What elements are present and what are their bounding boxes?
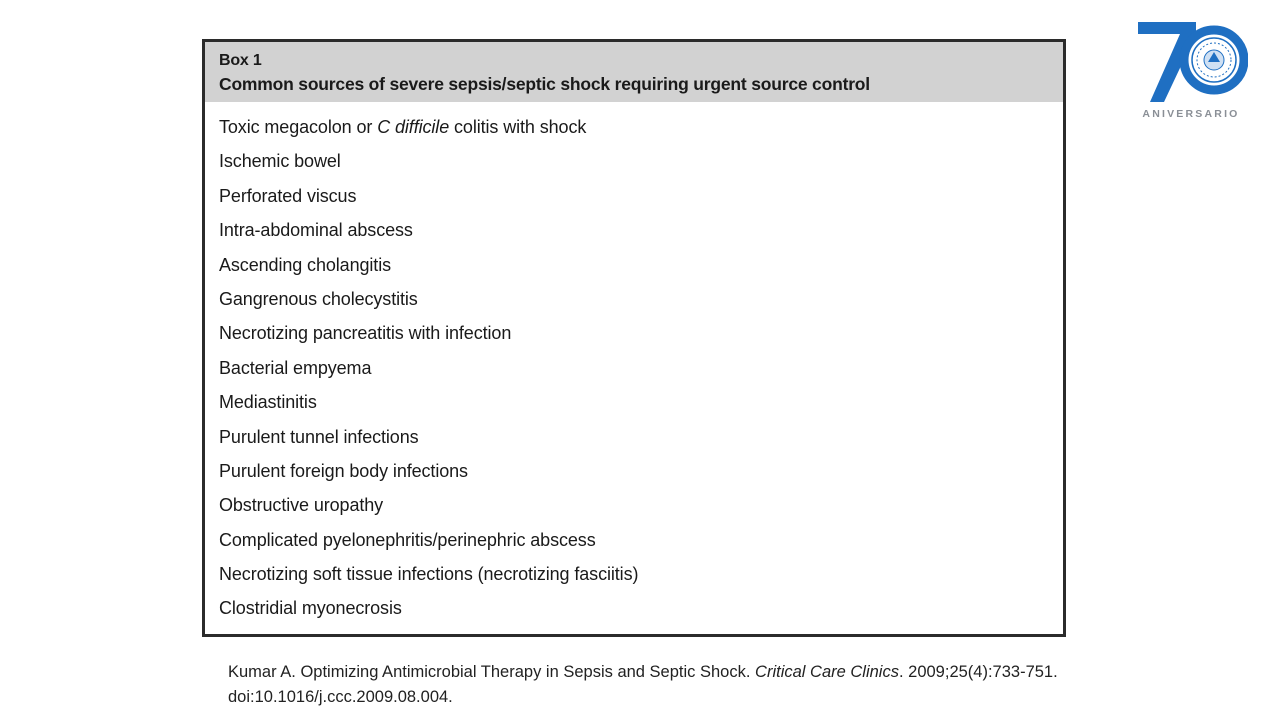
list-item-text: Gangrenous cholecystitis — [219, 288, 418, 309]
list-item-text: Purulent tunnel infections — [219, 426, 419, 447]
list-item-text: Obstructive uropathy — [219, 495, 384, 516]
list-item-text: Bacterial empyema — [219, 357, 372, 378]
list-item-text: Clostridial myonecrosis — [219, 598, 402, 619]
citation-details: . 2009;25(4):733-751. doi:10.1016/j.ccc.2009.08.004. — [228, 663, 1058, 706]
box-label: Box 1 — [219, 52, 262, 69]
list-item-text: Intra-abdominal abscess — [219, 220, 413, 241]
list-item — [219, 113, 1063, 147]
list-item — [219, 526, 1063, 560]
list-item — [219, 423, 1063, 457]
list-item — [219, 388, 1063, 422]
list-item-text: Complicated pyelonephritis/perinephric abscess — [219, 529, 596, 550]
source-list — [205, 102, 1063, 629]
list-item — [219, 594, 1063, 628]
list-item-text-suffix: colitis with shock — [449, 117, 587, 137]
list-item-text: Mediastinitis — [219, 392, 317, 413]
list-item — [219, 354, 1063, 388]
logo-caption: ANIVERSARIO — [1142, 108, 1240, 120]
list-item-text: Ascending cholangitis — [219, 254, 392, 275]
list-item — [219, 251, 1063, 285]
list-item — [219, 182, 1063, 216]
list-item-text: Toxic megacolon or — [219, 117, 378, 137]
box-title: Common sources of severe sepsis/septic shock requiring urgent source control — [219, 74, 870, 94]
citation-journal: Critical Care Clinics — [755, 663, 899, 681]
citation-authors-title: Kumar A. Optimizing Antimicrobial Therapy in Sepsis and Septic Shock. — [228, 663, 756, 681]
list-item — [219, 491, 1063, 525]
list-item — [219, 285, 1063, 319]
list-item — [219, 147, 1063, 181]
list-item-text: Necrotizing soft tissue infections (necrotizing fasciitis) — [219, 564, 639, 585]
list-item — [219, 319, 1063, 353]
citation — [228, 660, 1218, 710]
box-header — [205, 42, 1063, 102]
list-item-text: Purulent foreign body infections — [219, 460, 468, 481]
list-item-text: Perforated viscus — [219, 185, 357, 206]
list-item — [219, 457, 1063, 491]
list-item-text: Necrotizing pancreatitis with infection — [219, 323, 512, 344]
list-item-text: Ischemic bowel — [219, 151, 341, 172]
list-item — [219, 216, 1063, 250]
list-item-italic-text: C difficile — [377, 117, 450, 137]
list-item — [219, 560, 1063, 594]
anniversary-logo — [1134, 18, 1248, 122]
info-box — [202, 39, 1066, 637]
